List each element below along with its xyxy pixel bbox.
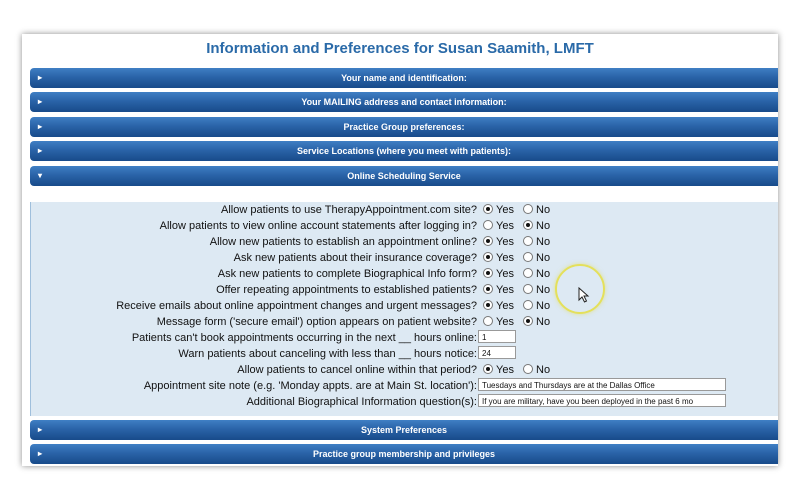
yes-no-group — [483, 364, 556, 376]
section-online-scheduling[interactable] — [30, 166, 778, 186]
question-row — [31, 250, 778, 266]
yes-label: Yes — [496, 204, 514, 216]
no-radio[interactable] — [523, 268, 533, 278]
section-service-locations[interactable] — [30, 141, 778, 161]
bio-question-row — [31, 394, 778, 410]
yes-radio[interactable] — [483, 220, 493, 230]
warn-hours-input[interactable]: 24 — [478, 346, 516, 359]
yes-no-group — [483, 284, 556, 296]
question-label: Ask new patients about their insurance coverage? — [233, 252, 477, 264]
bio-question-label: Additional Biographical Information question(s): — [246, 396, 477, 408]
no-radio[interactable] — [523, 204, 533, 214]
question-row — [31, 282, 778, 298]
yes-label: Yes — [496, 220, 514, 232]
question-row — [31, 202, 778, 218]
book-hours-label: Patients can't book appointments occurring in the next __ hours online: — [131, 332, 477, 344]
question-row — [31, 314, 778, 330]
site-note-label: Appointment site note (e.g. 'Monday appts. are at Main St. location'): — [143, 380, 477, 392]
question-label: Allow patients to use TherapyAppointment.com site? — [221, 204, 477, 216]
no-radio[interactable] — [523, 364, 533, 374]
bio-question-input[interactable]: If you are military, have you been deployed in the past 6 mo — [478, 394, 726, 407]
page-title: Information and Preferences for Susan Saamith, LMFT — [206, 40, 594, 57]
online-scheduling-panel — [30, 202, 778, 416]
section-label: Your name and identification: — [341, 73, 467, 83]
no-label: No — [536, 236, 551, 248]
yes-no-group — [483, 204, 556, 216]
section-system-preferences[interactable] — [30, 420, 778, 440]
no-radio[interactable] — [523, 252, 533, 262]
yes-no-group — [483, 268, 556, 280]
question-label: Allow patients to view online account statements after logging in? — [159, 220, 477, 232]
cancel-online-label: Allow patients to cancel online within that period? — [237, 364, 477, 376]
question-label: Message form ('secure email') option appears on patient website? — [156, 316, 477, 328]
warn-hours-row — [31, 346, 778, 362]
yes-no-group — [483, 220, 556, 232]
yes-radio[interactable] — [483, 252, 493, 262]
chevron-right-icon: ▸ — [38, 449, 43, 458]
section-practice-group[interactable] — [30, 117, 778, 137]
cancel-online-row — [31, 362, 778, 378]
yes-radio[interactable] — [483, 300, 493, 310]
chevron-right-icon: ▸ — [38, 97, 43, 106]
no-label: No — [536, 316, 551, 328]
chevron-right-icon: ▸ — [38, 122, 43, 131]
no-label: No — [536, 268, 551, 280]
section-label: Practice group membership and privileges — [312, 449, 496, 459]
section-label: Practice Group preferences: — [343, 122, 465, 132]
no-radio[interactable] — [523, 300, 533, 310]
site-note-row — [31, 378, 778, 394]
no-label: No — [536, 252, 551, 264]
yes-label: Yes — [496, 364, 514, 376]
question-row — [31, 298, 778, 314]
section-label: System Preferences — [360, 425, 448, 435]
no-radio[interactable] — [523, 284, 533, 294]
site-note-input[interactable]: Tuesdays and Thursdays are at the Dallas Office — [478, 378, 726, 391]
chevron-down-icon: ▾ — [38, 171, 43, 180]
yes-label: Yes — [496, 316, 514, 328]
section-group-membership[interactable] — [30, 444, 778, 464]
book-hours-input[interactable]: 1 — [478, 330, 516, 343]
yes-label: Yes — [496, 252, 514, 264]
question-row — [31, 266, 778, 282]
yes-no-group — [483, 316, 556, 328]
chevron-right-icon: ▸ — [38, 425, 43, 434]
yes-no-group — [483, 252, 556, 264]
yes-label: Yes — [496, 268, 514, 280]
section-name-identification[interactable] — [30, 68, 778, 88]
yes-radio[interactable] — [483, 268, 493, 278]
no-label: No — [536, 204, 551, 216]
yes-no-group — [483, 300, 556, 312]
question-label: Allow new patients to establish an appointment online? — [209, 236, 477, 248]
question-label: Receive emails about online appointment changes and urgent messages? — [116, 300, 477, 312]
mouse-pointer-icon — [578, 287, 590, 303]
no-label: No — [536, 220, 551, 232]
question-row — [31, 234, 778, 250]
yes-label: Yes — [496, 236, 514, 248]
no-radio[interactable] — [523, 220, 533, 230]
yes-radio[interactable] — [483, 236, 493, 246]
no-label: No — [536, 300, 551, 312]
yes-radio[interactable] — [483, 204, 493, 214]
section-label: Service Locations (where you meet with patients): — [296, 146, 512, 156]
chevron-right-icon: ▸ — [38, 73, 43, 82]
yes-radio[interactable] — [483, 364, 493, 374]
chevron-right-icon: ▸ — [38, 146, 43, 155]
preferences-window — [22, 34, 778, 466]
section-mailing-address[interactable] — [30, 92, 778, 112]
no-radio[interactable] — [523, 236, 533, 246]
no-label: No — [536, 284, 551, 296]
question-label: Ask new patients to complete Biographical Info form? — [217, 268, 477, 280]
question-row — [31, 218, 778, 234]
yes-label: Yes — [496, 284, 514, 296]
no-label: No — [536, 364, 551, 376]
book-hours-row — [31, 330, 778, 346]
yes-radio[interactable] — [483, 316, 493, 326]
question-label: Offer repeating appointments to established patients? — [216, 284, 477, 296]
no-radio[interactable] — [523, 316, 533, 326]
section-label: Online Scheduling Service — [347, 171, 461, 181]
section-label: Your MAILING address and contact information: — [301, 97, 507, 107]
yes-radio[interactable] — [483, 284, 493, 294]
yes-label: Yes — [496, 300, 514, 312]
warn-hours-label: Warn patients about canceling with less than __ hours notice: — [178, 348, 477, 360]
yes-no-group — [483, 236, 556, 248]
